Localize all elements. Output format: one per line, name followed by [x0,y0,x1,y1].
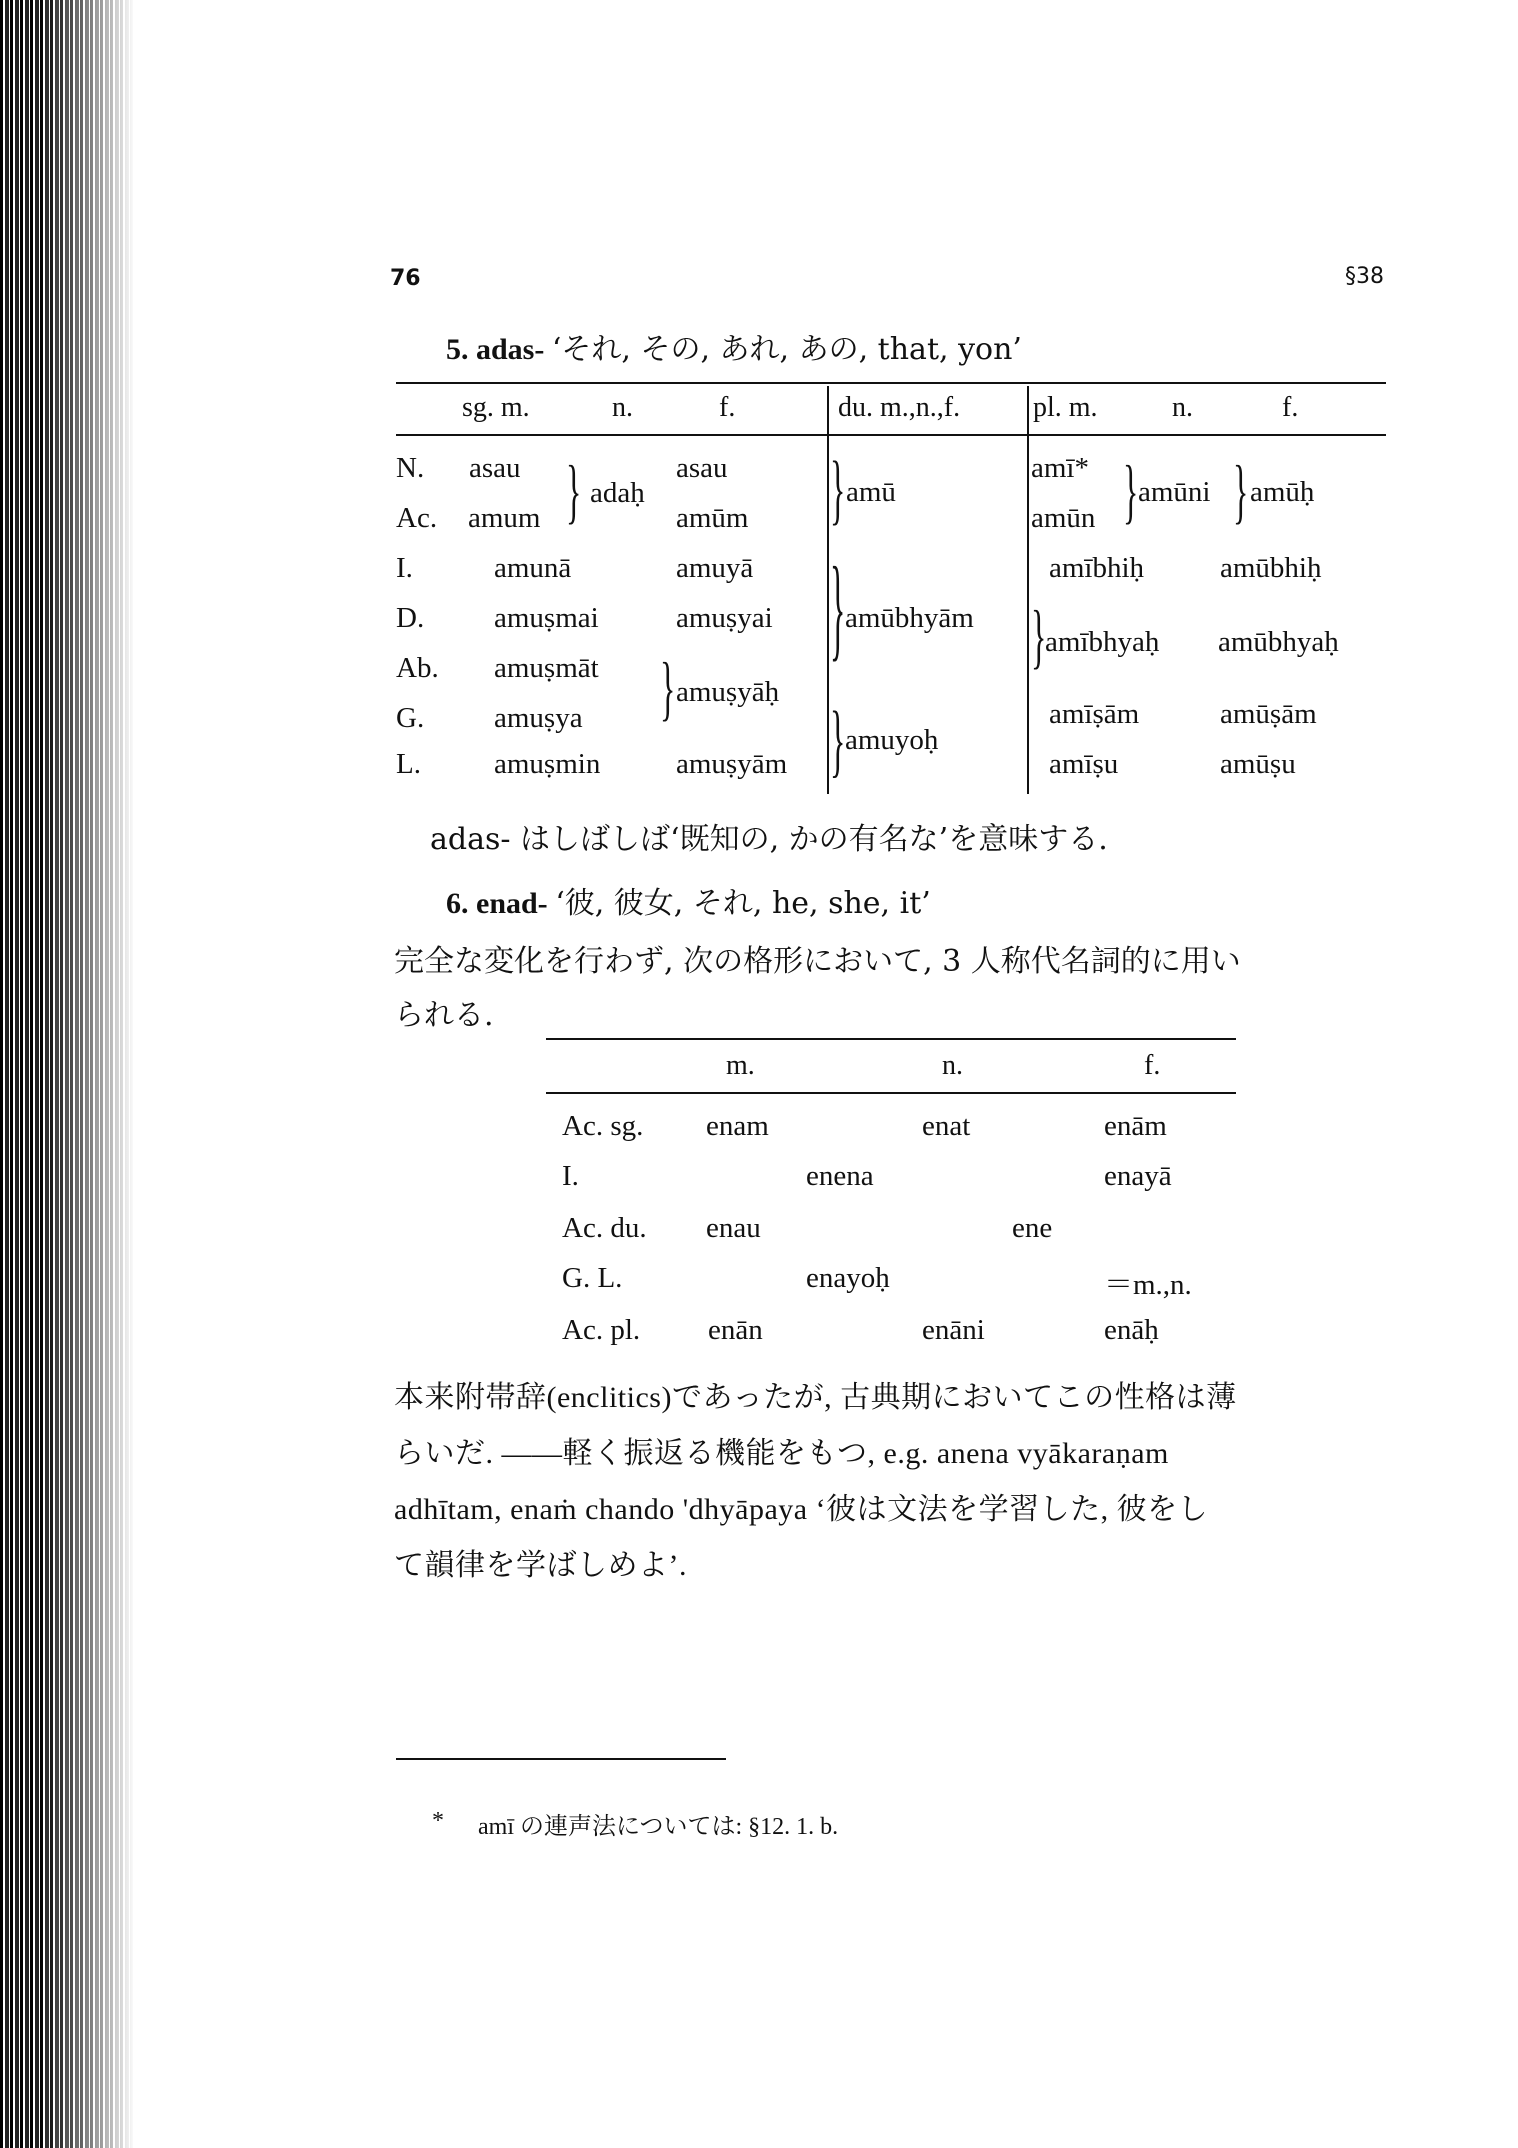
table1-header-rule [396,434,1386,436]
t2-gl-mn: enayoḥ [806,1262,890,1294]
book-spine-shadow [0,0,135,2148]
cell-G-sg-m: amuṣya [494,702,583,734]
section6-gloss: ‘彼, 彼女, それ, he, she, it’ [555,886,931,921]
t2-label-gl: G. L. [562,1262,623,1294]
cell-I-pl-m: amībhiḥ [1049,552,1145,584]
case-label-Ac: Ac. [396,502,438,534]
brace-AbG-sg-f: } [660,647,676,729]
case-label-L: L. [396,748,421,780]
cell-I-sg-f: amuyā [676,552,754,584]
t2-header-m: m. [726,1050,755,1081]
case-label-G: G. [396,702,425,734]
section5-gloss: ‘それ, その, あれ, あの, that, yon’ [551,332,1022,367]
footnote-text: amī の連声法については: §12. 1. b. [478,1814,839,1840]
cell-L-pl-m: amīṣu [1049,748,1119,780]
cell-Ac-sg-f: amūm [676,502,749,534]
case-label-N: N. [396,452,425,484]
t1-header-pl-f: f. [1282,392,1299,423]
section-marker: §38 [1345,264,1384,289]
t2-label-acsg: Ac. sg. [562,1110,644,1142]
cell-D-sg-m: amuṣmai [494,602,599,634]
table2-top-rule [546,1038,1236,1040]
brace-GL-du: } [830,694,846,786]
cell-L-sg-f: amuṣyām [676,748,788,780]
t2-label-i: I. [562,1160,579,1192]
t2-acdu-m: enau [706,1212,761,1244]
t2-i-f: enayā [1104,1160,1172,1192]
case-label-Ab: Ab. [396,652,439,684]
table1-top-rule [396,382,1386,384]
t1-header-sg-m: sg. m. [462,392,530,423]
cell-IDAb-du: amūbhyām [845,602,974,634]
cell-I-pl-f: amūbhiḥ [1220,552,1322,584]
t2-acpl-f: enāḥ [1104,1314,1159,1346]
t2-header-n: n. [942,1050,963,1081]
brace-IDAb-du: } [830,542,846,672]
cell-NAc-pl-n: amūni [1138,476,1211,508]
cell-N-sg-f: asau [676,452,728,484]
cell-N-sg-m: asau [469,452,521,484]
t2-i-mn: enena [806,1160,874,1192]
cell-NAc-du: amū [846,476,896,508]
t2-acpl-n: enāni [922,1314,985,1346]
t2-gl-f: ＝m.,n. [1104,1269,1192,1301]
table1-divider-du [827,386,829,794]
section5-heading [446,324,1022,368]
t2-acsg-m: enam [706,1110,769,1142]
t1-header-sg-f: f. [719,392,736,423]
t2-header-f: f. [1144,1050,1161,1081]
footnote-marker: * [432,1808,444,1834]
brace-NAc-du: } [830,444,846,533]
cell-I-sg-m: amunā [494,552,572,584]
t1-header-sg-n: n. [612,392,633,423]
section6-heading [446,878,931,922]
cell-G-pl-f: amūṣām [1220,698,1317,730]
cell-L-sg-m: amuṣmin [494,748,601,780]
t2-acsg-n: enat [922,1110,971,1142]
t1-header-pl-n: n. [1172,392,1193,423]
brace-NAc-pl-n: } [1233,450,1249,532]
section5-number: 5. [446,333,469,366]
brace-DAb-pl: } [1031,595,1047,677]
page-number: 76 [390,266,421,291]
table1-divider-pl [1027,386,1029,794]
cell-N-pl-m: amī* [1031,452,1089,484]
section6-intro-line2: られる. [394,998,494,1033]
cell-Ab-sg-m: amuṣmāt [494,652,599,684]
table2-header-rule [546,1092,1236,1094]
cell-G-pl-m: amīṣām [1049,698,1140,730]
footnote-rule [396,1758,726,1760]
t2-acsg-f: enām [1104,1110,1167,1142]
brace-NAc-pl-m: } [1123,450,1139,532]
cell-DAb-pl-f: amūbhyaḥ [1218,626,1339,658]
t1-header-du: du. m.,n.,f. [838,392,961,423]
case-label-I: I. [396,552,413,584]
cell-Ac-pl-m: amūn [1031,502,1096,534]
t1-header-pl-m: pl. m. [1033,392,1098,423]
case-label-D: D. [396,602,425,634]
brace-NAc-sg: } [566,450,582,532]
cell-L-pl-f: amūṣu [1220,748,1296,780]
section5-word: adas- [476,333,545,366]
cell-DAb-pl-m: amībhyaḥ [1045,626,1160,658]
t2-label-acpl: Ac. pl. [562,1314,641,1346]
section6-para-line1: 本来附帯辞(enclitics)であったが, 古典期においてこの性格は薄 [394,1381,1237,1414]
cell-AbG-sg-f: amuṣyāḥ [676,676,780,708]
t2-acpl-m: enān [708,1314,763,1346]
t2-label-acdu: Ac. du. [562,1212,647,1244]
t2-acdu-nf: ene [1012,1212,1053,1244]
cell-NAc-pl-f: amūḥ [1250,476,1315,508]
cell-GL-du: amuyoḥ [845,724,939,756]
cell-D-sg-f: amuṣyai [676,602,773,634]
section6-para-line3: adhītam, enaṁ chando 'dhyāpaya ‘彼は文法を学習した, 彼をし [394,1493,1209,1526]
section6-word: enad- [476,887,548,920]
section6-para-line4: て韻律を学ばしめよ’. [394,1549,687,1582]
section5-note: adas- はしばしば‘既知の, かの有名な’を意味する. [430,822,1108,857]
cell-NAc-sg-n: adaḥ [590,477,645,509]
section6-number: 6. [446,887,469,920]
section6-intro-line1: 完全な変化を行わず, 次の格形において, 3 人称代名詞的に用い [394,944,1241,979]
section6-para-line2: らいだ. ――軽く振返る機能をもつ, e.g. anena vyākaraṇam [394,1437,1169,1470]
cell-Ac-sg-m: amum [468,502,541,534]
